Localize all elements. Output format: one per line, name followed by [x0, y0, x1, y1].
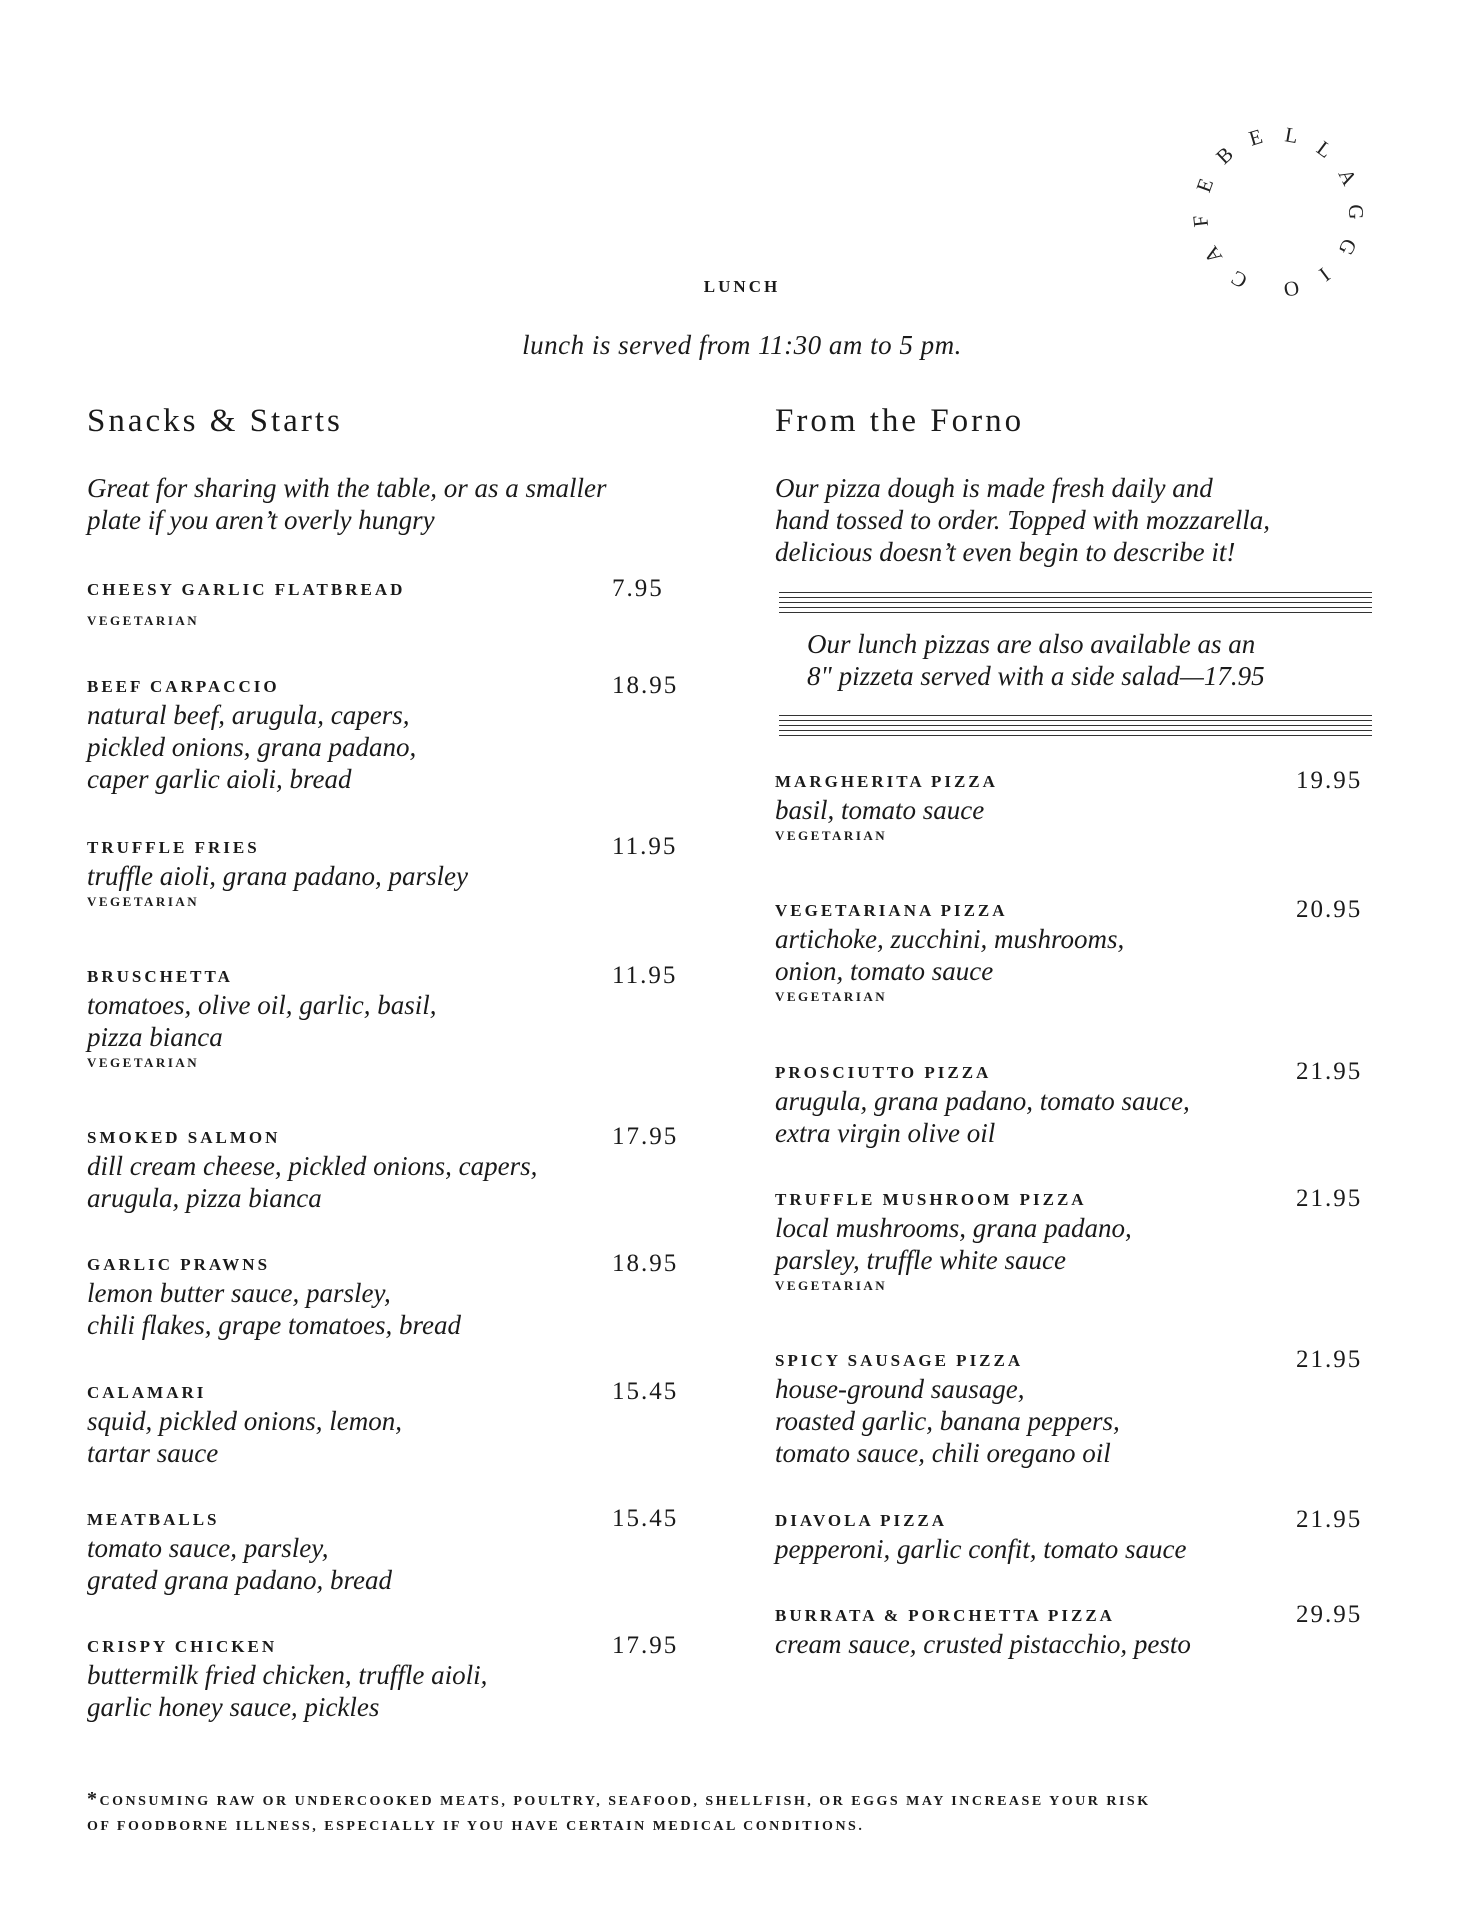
menu-item-price: 15.45 [612, 1378, 679, 1405]
menu-item-tag-vegetarian: VEGETARIAN [87, 1055, 200, 1070]
menu-item-description: extra virgin olive oil [775, 1118, 996, 1148]
menu-item-description: onion, tomato sauce [775, 956, 994, 986]
menu-item-price: 11.95 [612, 833, 678, 860]
menu-item-price: 7.95 [612, 575, 664, 602]
logo-letter: B [1211, 141, 1238, 169]
logo-letter: O [1281, 275, 1302, 302]
menu-item-name: SPICY SAUSAGE PIZZA [775, 1351, 1024, 1370]
menu-item-price: 21.95 [1296, 1185, 1363, 1212]
divider-bottom [779, 715, 1372, 740]
menu-item-price: 17.95 [612, 1632, 679, 1659]
menu-item-description: lemon butter sauce, parsley, [87, 1278, 391, 1308]
section-heading-forno: From the Forno [775, 403, 1025, 439]
section-heading-snacks: Snacks & Starts [87, 403, 343, 439]
section-intro-forno [775, 472, 1270, 568]
menu-item-name: VEGETARIANA PIZZA [775, 901, 1008, 920]
menu-item-name: BEEF CARPACCIO [87, 677, 280, 696]
menu-item-description: chili flakes, grape tomatoes, bread [87, 1310, 461, 1340]
menu-item-description: artichoke, zucchini, mushrooms, [775, 924, 1125, 954]
menu-item-description: roasted garlic, banana peppers, [775, 1406, 1120, 1436]
menu-item-tag-vegetarian: VEGETARIAN [87, 894, 200, 909]
menu-item-price: 18.95 [612, 672, 679, 699]
menu-item-description: basil, tomato sauce [775, 795, 985, 825]
menu-item-description: cream sauce, crusted pistacchio, pesto [775, 1629, 1191, 1659]
disclaimer-line: CONSUMING RAW OR UNDERCOOKED MEATS, POULTRY, SEAFOOD, SHELLFISH, OR EGGS MAY INCREASE YOUR RISK [99, 1794, 1151, 1809]
menu-item-price: 20.95 [1296, 896, 1363, 923]
page-title: LUNCH [703, 277, 781, 296]
menu-item-description: tomatoes, olive oil, garlic, basil, [87, 990, 437, 1020]
menu-item-description: dill cream cheese, pickled onions, capers, [87, 1151, 538, 1181]
menu-item-tag-vegetarian: VEGETARIAN [775, 828, 888, 843]
menu-item-description: pepperoni, garlic confit, tomato sauce [775, 1534, 1187, 1564]
menu-item-description: buttermilk fried chicken, truffle aioli, [87, 1660, 488, 1690]
menu-item-price: 15.45 [612, 1505, 679, 1532]
intro-line: delicious doesn’t even begin to describe it! [775, 537, 1236, 567]
note-line: 8" pizzeta served with a side salad—17.95 [807, 661, 1265, 691]
menu-item-description: house-ground sausage, [775, 1374, 1025, 1404]
menu-item-name: PROSCIUTTO PIZZA [775, 1063, 992, 1082]
food-safety-disclaimer [87, 1787, 1287, 1839]
menu-item-price: 21.95 [1296, 1058, 1363, 1085]
logo-letter: L [1312, 135, 1337, 163]
logo-letter: G [1344, 204, 1368, 220]
logo-letter: A [1198, 241, 1227, 268]
menu-item-price: 29.95 [1296, 1601, 1363, 1628]
menu-item-description: squid, pickled onions, lemon, [87, 1406, 402, 1436]
menu-item-description: tomato sauce, parsley, [87, 1533, 329, 1563]
menu-item-name: SMOKED SALMON [87, 1128, 281, 1147]
menu-item-description: tomato sauce, chili oregano oil [775, 1438, 1111, 1468]
logo-letter: I [1314, 262, 1335, 287]
note-line: Our lunch pizzas are also available as an [807, 629, 1256, 659]
logo-letter: G [1333, 234, 1362, 260]
menu-item-price: 11.95 [612, 962, 678, 989]
intro-line: plate if you aren’t overly hungry [87, 505, 435, 535]
menu-item-name: GARLIC PRAWNS [87, 1255, 271, 1274]
logo-letter: E [1246, 123, 1266, 151]
logo-letter: L [1283, 122, 1300, 149]
menu-item-description: caper garlic aioli, bread [87, 764, 352, 794]
menu-item-price: 18.95 [612, 1250, 679, 1277]
menu-item-name: MEATBALLS [87, 1510, 220, 1529]
menu-item-name: CHEESY GARLIC FLATBREAD [87, 580, 406, 599]
menu-item-name: DIAVOLA PIZZA [775, 1511, 948, 1530]
menu-item-description: tartar sauce [87, 1438, 219, 1468]
menu-item-name: TRUFFLE FRIES [87, 838, 260, 857]
divider-top [779, 592, 1372, 617]
menu-item-description: arugula, grana padano, tomato sauce, [775, 1086, 1190, 1116]
menu-item-tag-vegetarian: VEGETARIAN [775, 989, 888, 1004]
menu-item-price: 21.95 [1296, 1346, 1363, 1373]
menu-item-name: CRISPY CHICKEN [87, 1637, 278, 1656]
pizzeta-note [807, 628, 1265, 692]
menu-item-name: BURRATA & PORCHETTA PIZZA [775, 1606, 1115, 1625]
menu-item-tag-vegetarian: VEGETARIAN [775, 1278, 888, 1293]
menu-item-price: 19.95 [1296, 767, 1363, 794]
disclaimer-asterisk: * [87, 1788, 100, 1810]
logo-letter: F [1187, 213, 1214, 229]
menu-item-description: pickled onions, grana padano, [87, 732, 417, 762]
menu-item-name: TRUFFLE MUSHROOM PIZZA [775, 1190, 1087, 1209]
menu-item-name: MARGHERITA PIZZA [775, 772, 998, 791]
logo-letter: C [1226, 265, 1252, 294]
menu-item-tag-vegetarian: VEGETARIAN [87, 613, 200, 628]
menu-item-description: garlic honey sauce, pickles [87, 1692, 380, 1722]
page-subtitle: lunch is served from 11:30 am to 5 pm. [522, 330, 962, 360]
logo-letter: E [1191, 175, 1219, 196]
menu-item-name: CALAMARI [87, 1383, 207, 1402]
menu-item-description: arugula, pizza bianca [87, 1183, 322, 1213]
menu-item-price: 21.95 [1296, 1506, 1363, 1533]
disclaimer-line: OF FOODBORNE ILLNESS, ESPECIALLY IF YOU HAVE CERTAIN MEDICAL CONDITIONS. [87, 1819, 865, 1834]
menu-item-price: 17.95 [612, 1123, 679, 1150]
section-intro-snacks [87, 472, 607, 536]
menu-item-description: pizza bianca [87, 1022, 223, 1052]
menu-item-description: grated grana padano, bread [87, 1565, 392, 1595]
menu-item-name: BRUSCHETTA [87, 967, 233, 986]
intro-line: Our pizza dough is made fresh daily and [775, 473, 1213, 503]
intro-line: Great for sharing with the table, or as a smaller [87, 473, 607, 503]
menu-item-description: local mushrooms, grana padano, [775, 1213, 1132, 1243]
logo-letter: A [1333, 164, 1362, 190]
menu-item-description: natural beef, arugula, capers, [87, 700, 410, 730]
menu-item-description: parsley, truffle white sauce [775, 1245, 1066, 1275]
intro-line: hand tossed to order. Topped with mozzarella, [775, 505, 1271, 535]
menu-item-description: truffle aioli, grana padano, parsley [87, 861, 468, 891]
